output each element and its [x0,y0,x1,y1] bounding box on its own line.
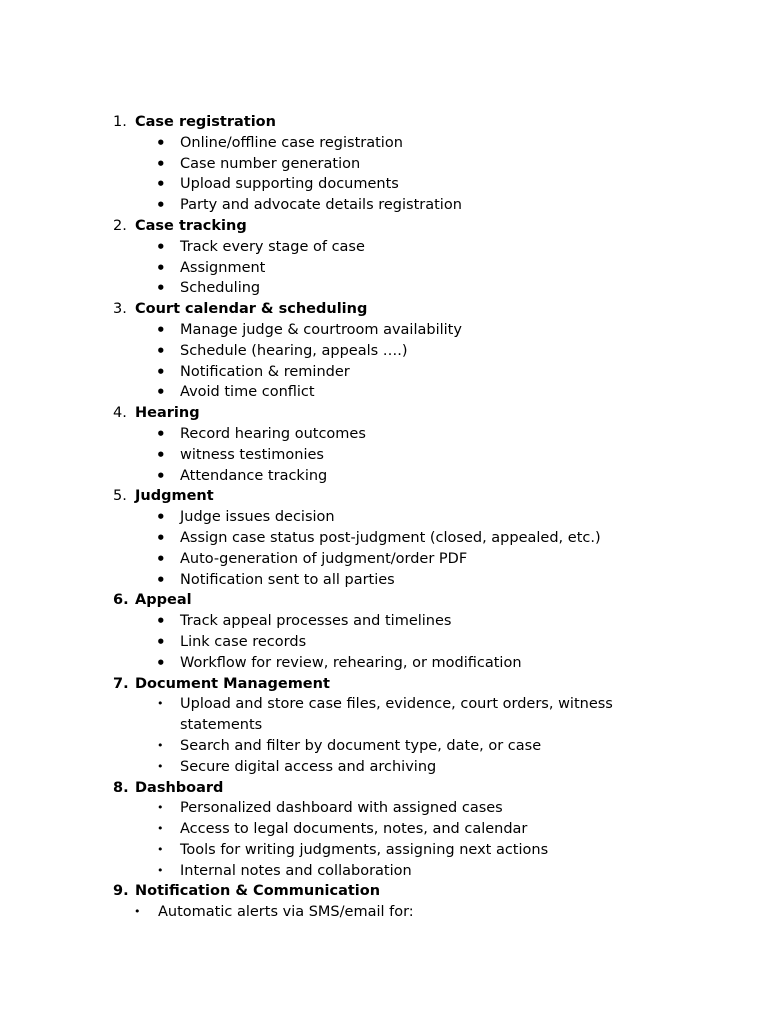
list-item: • Search and filter by document type, date, or case [0,736,768,757]
list-item: • Track appeal processes and timelines [156,612,452,631]
list-item: • Online/offline case registration [156,133,403,152]
section-document-management [0,674,768,778]
section-case-tracking [0,216,768,299]
section-number: 1. [113,114,127,130]
list-item: • Notification sent to all parties [156,570,395,589]
list-item: • Auto-generation of judgment/order PDF [156,549,468,568]
list-item: • Judge issues decision [156,508,335,527]
list-item: • Access to legal documents, notes, and calendar [0,819,768,840]
list-item: • Personalized dashboard with assigned cases [0,798,768,819]
section-title: Case registration [135,114,276,130]
list-item: • Internal notes and collaboration [0,861,768,882]
bullet-icon: • [156,258,166,277]
list-item: • Attendance tracking [156,466,328,485]
document-page [0,112,768,923]
bullet-icon: • [156,279,166,298]
bullet-icon: • [156,341,166,360]
section-number: 8. [113,779,129,796]
bullet-icon: • [157,801,164,815]
bullet-icon: • [156,445,166,464]
list-item: • witness testimonies [156,445,324,464]
section-case-registration [0,112,768,216]
list-item: • Assignment [156,258,266,277]
list-item: • Upload and store case files, evidence, court orders, witness statements [157,696,613,734]
section-number: 9. [113,883,129,900]
list-item: • Track every stage of case [156,237,365,256]
bullet-icon: • [156,528,166,547]
bullet-icon: • [156,424,166,443]
section-court-calendar [0,299,768,403]
section-title: Appeal [135,592,192,609]
section-hearing [0,403,768,486]
list-item: • Secure digital access and archiving [0,757,768,778]
section-number: 3. [113,301,127,318]
list-item: • Party and advocate details registration [156,196,462,215]
list-item: • Workflow for review, rehearing, or modification [156,653,522,672]
section-judgment [0,486,768,590]
bullet-icon: • [156,320,166,339]
bullet-icon: • [156,549,166,568]
bullet-icon: • [156,196,166,215]
bullet-icon: • [156,466,166,485]
bullet-icon: • [156,508,166,527]
bullet-icon: • [157,822,164,836]
section-number: 6. [113,592,129,609]
bullet-icon: • [156,133,166,152]
section-title: Dashboard [135,779,224,796]
list-item: • Link case records [156,632,307,651]
section-number: 2. [113,217,127,234]
bullet-icon: • [156,362,166,381]
list-item: • Scheduling [156,279,261,298]
list-item: • Record hearing outcomes [156,424,366,443]
bullet-icon: • [156,632,166,651]
bullet-icon: • [157,738,164,752]
section-title: Court calendar & scheduling [135,301,368,318]
list-item: • Upload supporting documents [156,175,399,194]
bullet-icon: • [156,237,166,256]
bullet-icon: • [157,759,164,773]
bullet-icon: • [157,697,164,711]
section-notification [0,881,768,923]
bullet-icon: • [134,905,141,919]
list-item: • Manage judge & courtroom availability [156,320,462,339]
bullet-icon: • [156,612,166,631]
bullet-icon: • [156,154,166,173]
list-item: • Tools for writing judgments, assigning next actions [0,840,768,861]
section-number: 5. [113,488,127,505]
section-appeal [0,590,768,673]
list-item: • Automatic alerts via SMS/email for: [0,902,768,923]
section-title: Hearing [135,405,200,422]
list-item: • Assign case status post-judgment (closed, appealed, etc.) [156,528,601,547]
section-title: Case tracking [135,217,247,234]
section-number: 4. [113,405,127,422]
section-title: Notification & Communication [135,883,381,900]
section-title: Document Management [135,675,330,692]
list-item: • Case number generation [156,154,361,173]
bullet-icon: • [156,570,166,589]
bullet-icon: • [157,863,164,877]
list-item: • Avoid time conflict [156,383,315,402]
bullet-icon: • [156,175,166,194]
list-item: • Schedule (hearing, appeals ….) [156,341,408,360]
bullet-icon: • [157,842,164,856]
section-number: 7. [113,675,129,692]
section-dashboard [0,778,768,882]
list-item: • Notification & reminder [156,362,350,381]
section-title: Judgment [135,488,214,505]
bullet-icon: • [156,383,166,402]
bullet-icon: • [156,653,166,672]
